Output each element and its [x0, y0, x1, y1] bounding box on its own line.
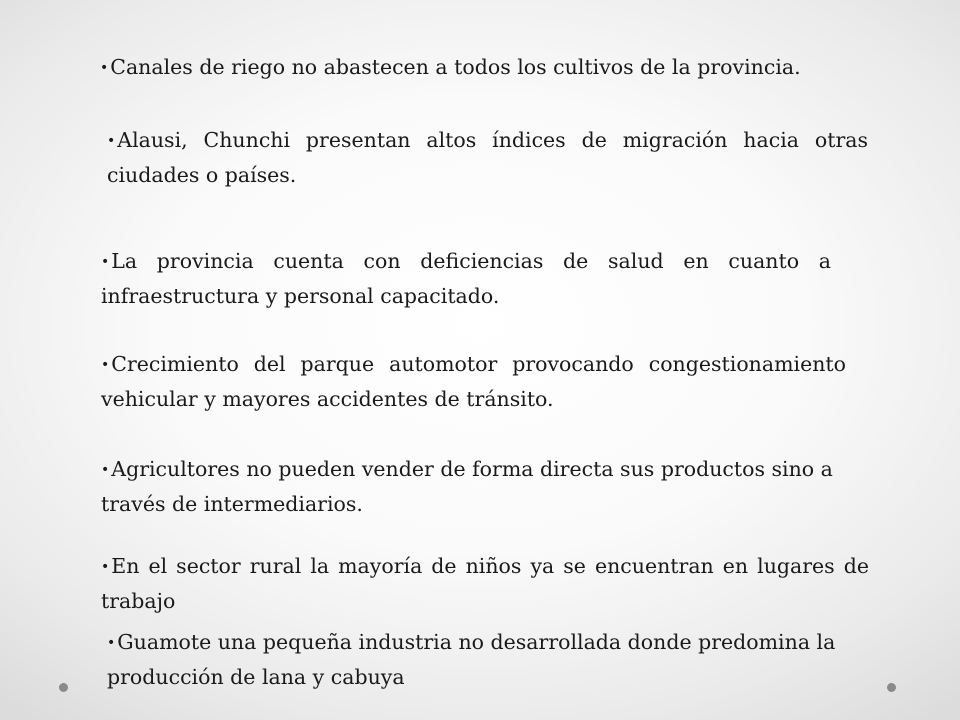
bullet-dot-icon: • — [101, 559, 110, 575]
bullet-item-industry — [107, 626, 867, 693]
bullet-item-traffic — [101, 348, 846, 415]
bullet-item-farmers — [101, 453, 861, 520]
bullet-dot-icon: • — [100, 60, 109, 76]
bullet-text: En el sector rural la mayoría de niños ya se encuentran en lugares de trabajo — [101, 554, 869, 613]
bullet-item-health — [101, 245, 831, 312]
bullet-text: Agricultores no pueden vender de forma directa sus productos sino a través de intermediarios. — [101, 457, 833, 516]
bullet-dot-icon: • — [107, 133, 116, 149]
bullet-item-irrigation — [100, 51, 820, 86]
bullet-dot-icon: • — [101, 462, 110, 478]
bullet-dot-icon: • — [101, 357, 110, 373]
bullet-text: Canales de riego no abastecen a todos los cultivos de la provincia. — [110, 55, 801, 79]
bullet-dot-icon: • — [107, 635, 116, 651]
bullet-text: Crecimiento del parque automotor provocando congestionamiento vehicular y mayores accidentes de tránsito. — [101, 352, 846, 411]
bullet-text: Alausi, Chunchi presentan altos índices de migración hacia otras ciudades o países. — [107, 128, 868, 187]
bullet-text: Guamote una pequeña industria no desarrollada donde predomina la producción de lana y cabuya — [107, 630, 836, 689]
bullet-dot-icon: • — [101, 254, 110, 270]
bullet-text: La provincia cuenta con deficiencias de salud en cuanto a infraestructura y personal capacitado. — [101, 249, 831, 308]
decorative-dot-right — [887, 683, 896, 692]
decorative-dot-left — [59, 683, 68, 692]
bullet-item-child-labor — [101, 550, 869, 617]
bullet-item-migration — [107, 124, 868, 191]
